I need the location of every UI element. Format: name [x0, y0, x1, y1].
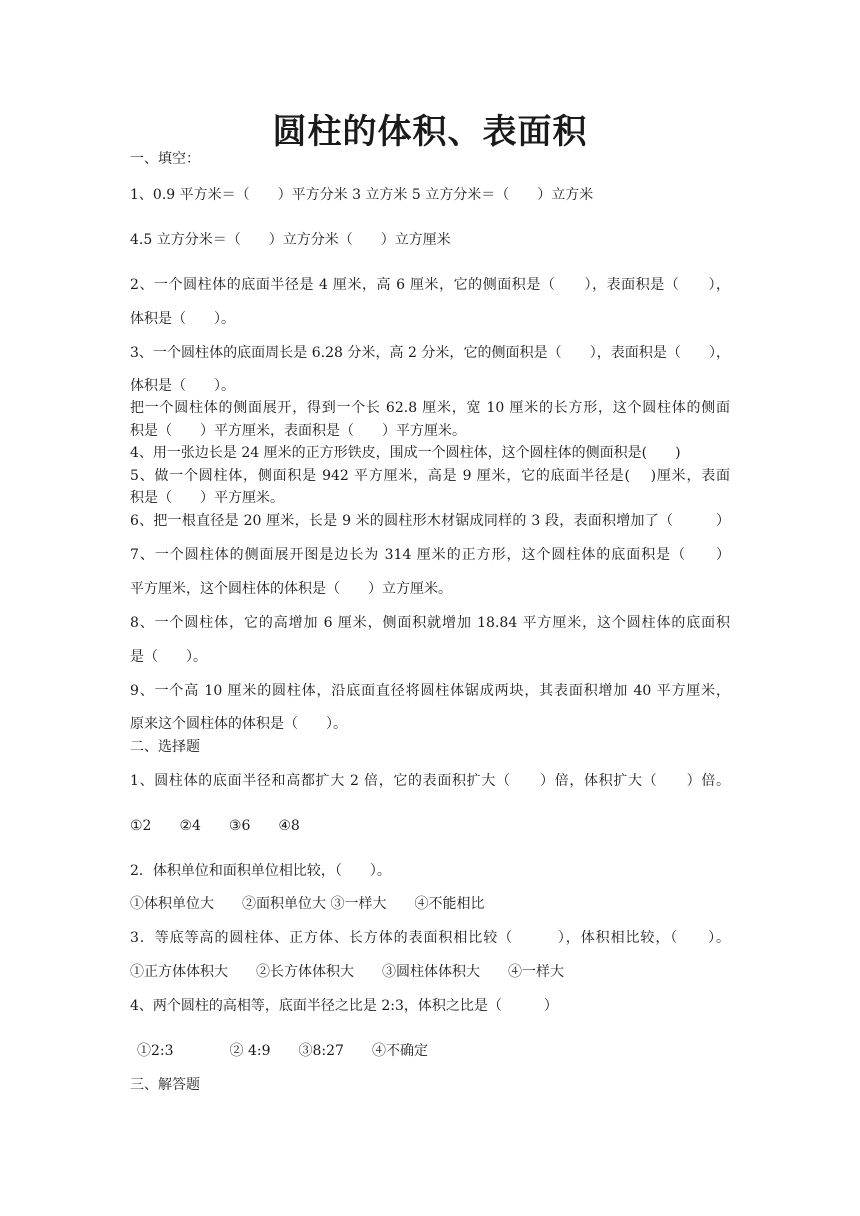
question-line: 1、圆柱体的底面半径和高都扩大 2 倍，它的表面积扩大（ ）倍，体积扩大（ ）倍。 — [130, 773, 730, 789]
answer-options: ①2 ②4 ③6 ④8 — [130, 818, 300, 834]
question-line: 原来这个圆柱体的体积是（ ）。 — [130, 716, 347, 732]
question-line: 3、一个圆柱体的底面周长是 6.28 分米，高 2 分米，它的侧面积是（ ），表面积是（ ）， — [130, 345, 730, 361]
question-line: 4、两个圆柱的高相等，底面半径之比是 2:3，体积之比是（ ） — [130, 998, 558, 1014]
section-heading-choice: 二、选择题 — [130, 739, 200, 755]
question-line: 体积是（ ）。 — [130, 378, 235, 394]
answer-options: ①2:3 ② 4:9 ③8:27 ④不确定 — [137, 1043, 428, 1059]
question-line: 3．等底等高的圆柱体、正方体、长方体的表面积相比较（ ），体积相比较，（ ）。 — [130, 930, 730, 946]
question-line: 4、用一张边长是 24 厘米的正方形铁皮，围成一个圆柱体，这个圆柱体的侧面积是( ) — [130, 445, 681, 461]
section-heading-fill-blank: 一、填空： — [130, 151, 200, 167]
question-line: 平方厘米，这个圆柱体的体积是（ ）立方厘米。 — [130, 581, 452, 597]
question-line: 积是（ ）平方厘米。 — [130, 490, 284, 506]
question-line: 2、一个圆柱体的底面半径是 4 厘米，高 6 厘米，它的侧面积是（ ），表面积是（ ）， — [130, 277, 730, 293]
answer-options: ①体积单位大 ②面积单位大 ③一样大 ④不能相比 — [130, 896, 485, 912]
question-line: 1、0.9 平方米＝（ ）平方分米 3 立方米 5 立方分米＝（ ）立方米 — [130, 187, 594, 203]
question-line: 体积是（ ）。 — [130, 311, 235, 327]
question-line: 把一个圆柱体的侧面展开，得到一个长 62.8 厘米，宽 10 厘米的长方形，这个圆柱体的侧面 — [130, 400, 730, 416]
question-line: 2．体积单位和面积单位相比较，（ ）。 — [130, 863, 391, 879]
question-line: 9、一个高 10 厘米的圆柱体，沿底面直径将圆柱体锯成两块，其表面积增加 40 平方厘米， — [130, 683, 730, 699]
page-title: 圆柱的体积、表面积 — [272, 112, 588, 152]
question-line: 积是（ ）平方厘米，表面积是（ ）平方厘米。 — [130, 423, 466, 439]
question-line: 6、把一根直径是 20 厘米，长是 9 米的圆柱形木材锯成同样的 3 段，表面积增加了（ ） — [130, 513, 730, 529]
question-line: 7、一个圆柱体的侧面展开图是边长为 314 厘米的正方形，这个圆柱体的底面积是（ ） — [130, 547, 730, 563]
question-line: 是（ ）。 — [130, 649, 207, 665]
answer-options: ①正方体体积大 ②长方体体积大 ③圆柱体体积大 ④一样大 — [130, 964, 564, 980]
section-heading-answer: 三、解答题 — [130, 1077, 200, 1093]
question-line: 4.5 立方分米＝（ ）立方分米（ ）立方厘米 — [130, 232, 451, 248]
question-line: 5、做一个圆柱体，侧面积是 942 平方厘米，高是 9 厘米，它的底面半径是( )厘米，表面 — [130, 468, 730, 484]
question-line: 8、一个圆柱体，它的高增加 6 厘米，侧面积就增加 18.84 平方厘米，这个圆柱体的底面积 — [130, 615, 730, 631]
